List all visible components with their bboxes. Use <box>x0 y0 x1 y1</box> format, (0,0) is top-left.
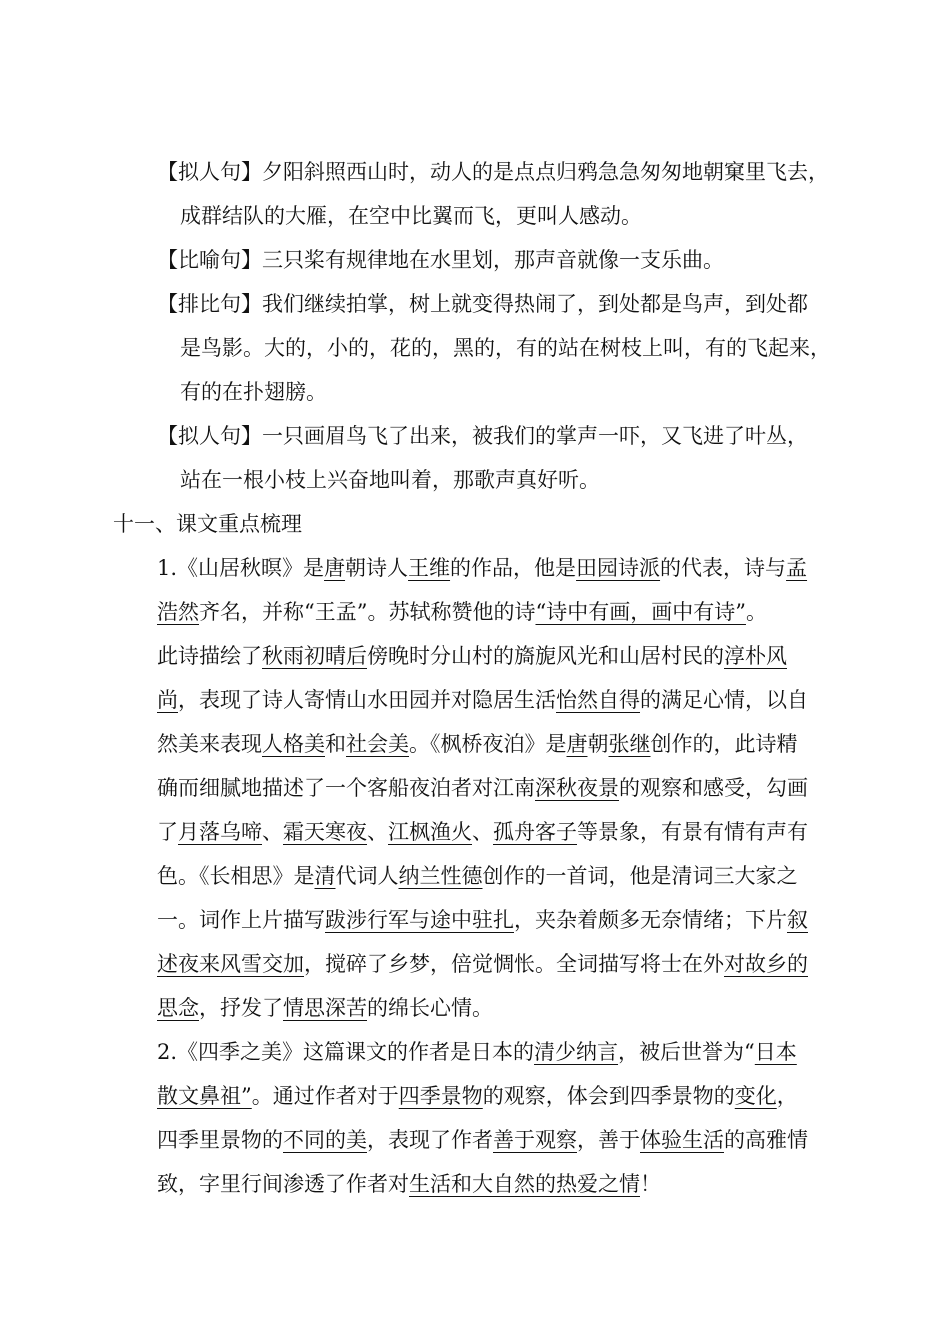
sentence-line <box>157 152 857 192</box>
underlined-keyword: 淳朴风 <box>724 644 787 668</box>
paragraph-line <box>157 856 798 896</box>
underlined-keyword: 述夜来风雪交加 <box>157 952 304 976</box>
underlined-keyword: 秋雨初晴后 <box>262 644 367 668</box>
paragraph-text: 。 <box>745 600 767 624</box>
paragraph-line <box>157 548 807 588</box>
underlined-keyword: 张继 <box>608 732 651 756</box>
paragraph-text: 色。《长相思》是 <box>157 864 315 888</box>
paragraph-text: 此诗描绘了 <box>157 644 262 668</box>
underlined-keyword: 叙 <box>787 908 808 932</box>
paragraph-text: ， <box>776 1084 798 1108</box>
underlined-keyword: 唐 <box>324 556 346 580</box>
paragraph-text: ，搅碎了乡梦，倍觉惆怅。全词描写将士在外 <box>304 952 724 976</box>
underlined-keyword: 体验生活 <box>640 1128 724 1152</box>
sentence-line: 是鸟影。大的，小的，花的，黑的，有的站在树枝上叫，有的飞起来， <box>180 336 831 360</box>
paragraph-text: 朝诗人 <box>345 556 409 580</box>
paragraph-text: 一。词作上片描写 <box>157 908 325 932</box>
paragraph-text: ，表现了诗人寄情山水田园并对隐居生活 <box>178 688 556 712</box>
paragraph-text: 2.《四季之美》这篇课文的作者是日本的 <box>157 1040 535 1064</box>
sentence-text: 三只桨有规律地在水里划，那声音就像一支乐曲。 <box>262 248 724 272</box>
paragraph-text: ，抒发了 <box>199 996 283 1020</box>
paragraph-text: 的观察和感受，勾画 <box>619 776 808 800</box>
paragraph-line <box>157 768 808 808</box>
paragraph-text: 等景象，有景有情有声有 <box>577 820 808 844</box>
sentence-tag: 【排比句】 <box>157 292 262 316</box>
paragraph-text: 的代表，诗与 <box>660 556 787 580</box>
sentence-tag: 【拟人句】 <box>157 424 262 448</box>
underlined-keyword: 对故乡的 <box>724 952 808 976</box>
underlined-keyword: 四季景物 <box>398 1084 483 1108</box>
sentence-text: 我们继续拍掌，树上就变得热闹了，到处都是鸟声，到处都 <box>262 292 808 316</box>
paragraph-line <box>157 944 808 984</box>
paragraph-text: 确而细腻地描述了一个客船夜泊者对江南 <box>157 776 535 800</box>
sentence-line <box>157 240 724 280</box>
underlined-keyword: 尚 <box>157 688 178 712</box>
paragraph-line <box>157 636 787 676</box>
paragraph-text: 、 <box>367 820 388 844</box>
underlined-keyword: 深秋夜景 <box>535 776 619 800</box>
paragraph-text: 朝 <box>587 732 609 756</box>
paragraph-line <box>157 592 767 632</box>
paragraph-text: 、 <box>262 820 283 844</box>
paragraph-text: 的满足心情，以自 <box>640 688 808 712</box>
paragraph-text: 代词人 <box>335 864 399 888</box>
paragraph-text: 。通过作者对于 <box>251 1084 399 1108</box>
paragraph-line <box>157 1164 661 1204</box>
underlined-keyword: 月落乌啼 <box>178 820 262 844</box>
underlined-keyword: 浩然 <box>157 600 199 624</box>
paragraph-text: ！ <box>640 1172 661 1196</box>
underlined-keyword: 孤舟客子 <box>493 820 577 844</box>
underlined-keyword: 纳兰性德 <box>398 864 483 888</box>
sentence-line <box>157 416 808 456</box>
paragraph-line <box>157 1032 797 1072</box>
paragraph-text: 的观察，体会到四季景物的 <box>482 1084 735 1108</box>
paragraph-line <box>157 1120 808 1160</box>
paragraph-text: 四季里景物的 <box>157 1128 283 1152</box>
underlined-keyword: 跋涉行军与途中驻扎 <box>325 908 514 932</box>
underlined-keyword: 善于观察 <box>493 1128 577 1152</box>
paragraph-text: ，善于 <box>577 1128 640 1152</box>
paragraph-line <box>157 812 808 852</box>
sentence-line: 站在一根小枝上兴奋地叫着，那歌声真好听。 <box>180 468 600 492</box>
paragraph-text: 。《枫桥夜泊》是 <box>409 732 567 756</box>
paragraph-text: 的作品，他是 <box>450 556 577 580</box>
paragraph-line <box>157 900 808 940</box>
paragraph-text: 创作的一首词，他是清词三大家之 <box>482 864 798 888</box>
paragraph-text: ，被后世誉为“ <box>618 1040 755 1064</box>
underlined-keyword: 清 <box>314 864 336 888</box>
underlined-keyword: 王维 <box>408 556 451 580</box>
underlined-keyword: 怡然自得 <box>556 688 640 712</box>
underlined-keyword: 情思深苦 <box>283 996 367 1020</box>
paragraph-text: 了 <box>157 820 178 844</box>
sentence-line: 有的在扑翅膀。 <box>180 380 327 404</box>
underlined-keyword: 日本 <box>754 1040 797 1064</box>
paragraph-text: ，表现了作者 <box>367 1128 493 1152</box>
paragraph-text: 1.《山居秋暝》是 <box>157 556 325 580</box>
underlined-keyword: 社会美 <box>346 732 409 756</box>
paragraph-text: 的高雅情 <box>724 1128 808 1152</box>
paragraph-text: 和 <box>325 732 346 756</box>
underlined-keyword: 不同的美 <box>283 1128 367 1152</box>
underlined-keyword: 变化 <box>734 1084 777 1108</box>
paragraph-text: ，夹杂着颇多无奈情绪；下片 <box>514 908 787 932</box>
underlined-keyword: 霜天寒夜 <box>283 820 367 844</box>
paragraph-text: 齐名，并称“王孟”。苏轼称赞他的诗 <box>199 600 536 624</box>
paragraph-line <box>157 680 808 720</box>
sentence-tag: 【拟人句】 <box>157 160 262 184</box>
paragraph-text: 、 <box>472 820 493 844</box>
underlined-keyword: “诗中有画，画中有诗” <box>535 600 746 624</box>
underlined-keyword: 清少纳言 <box>534 1040 619 1064</box>
paragraph-text: 的绵长心情。 <box>367 996 493 1020</box>
sentence-line: 成群结队的大雁，在空中比翼而飞，更叫人感动。 <box>180 204 642 228</box>
underlined-keyword: 思念 <box>157 996 199 1020</box>
paragraph-line <box>157 724 798 764</box>
sentence-line <box>157 284 808 324</box>
underlined-keyword: 田园诗派 <box>576 556 661 580</box>
section-title: 十一、课文重点梳理 <box>113 512 302 536</box>
paragraph-line <box>157 988 493 1028</box>
underlined-keyword: 生活和大自然的热爱之情 <box>409 1172 640 1196</box>
sentence-tag: 【比喻句】 <box>157 248 262 272</box>
paragraph-text: 致，字里行间渗透了作者对 <box>157 1172 409 1196</box>
underlined-keyword: 唐 <box>566 732 588 756</box>
sentence-text: 一只画眉鸟飞了出来，被我们的掌声一吓，又飞进了叶丛， <box>262 424 808 448</box>
underlined-keyword: 散文鼻祖” <box>157 1084 252 1108</box>
underlined-keyword: 江枫渔火 <box>388 820 472 844</box>
paragraph-text: 然美来表现 <box>157 732 262 756</box>
sentence-text: 夕阳斜照西山时，动人的是点点归鸦急急匆匆地朝窠里飞去， <box>262 160 829 184</box>
paragraph-text: 傍晚时分山村的旖旎风光和山居村民的 <box>367 644 724 668</box>
underlined-keyword: 孟 <box>786 556 808 580</box>
paragraph-text: 创作的，此诗精 <box>650 732 798 756</box>
underlined-keyword: 人格美 <box>262 732 325 756</box>
paragraph-line <box>157 1076 798 1116</box>
